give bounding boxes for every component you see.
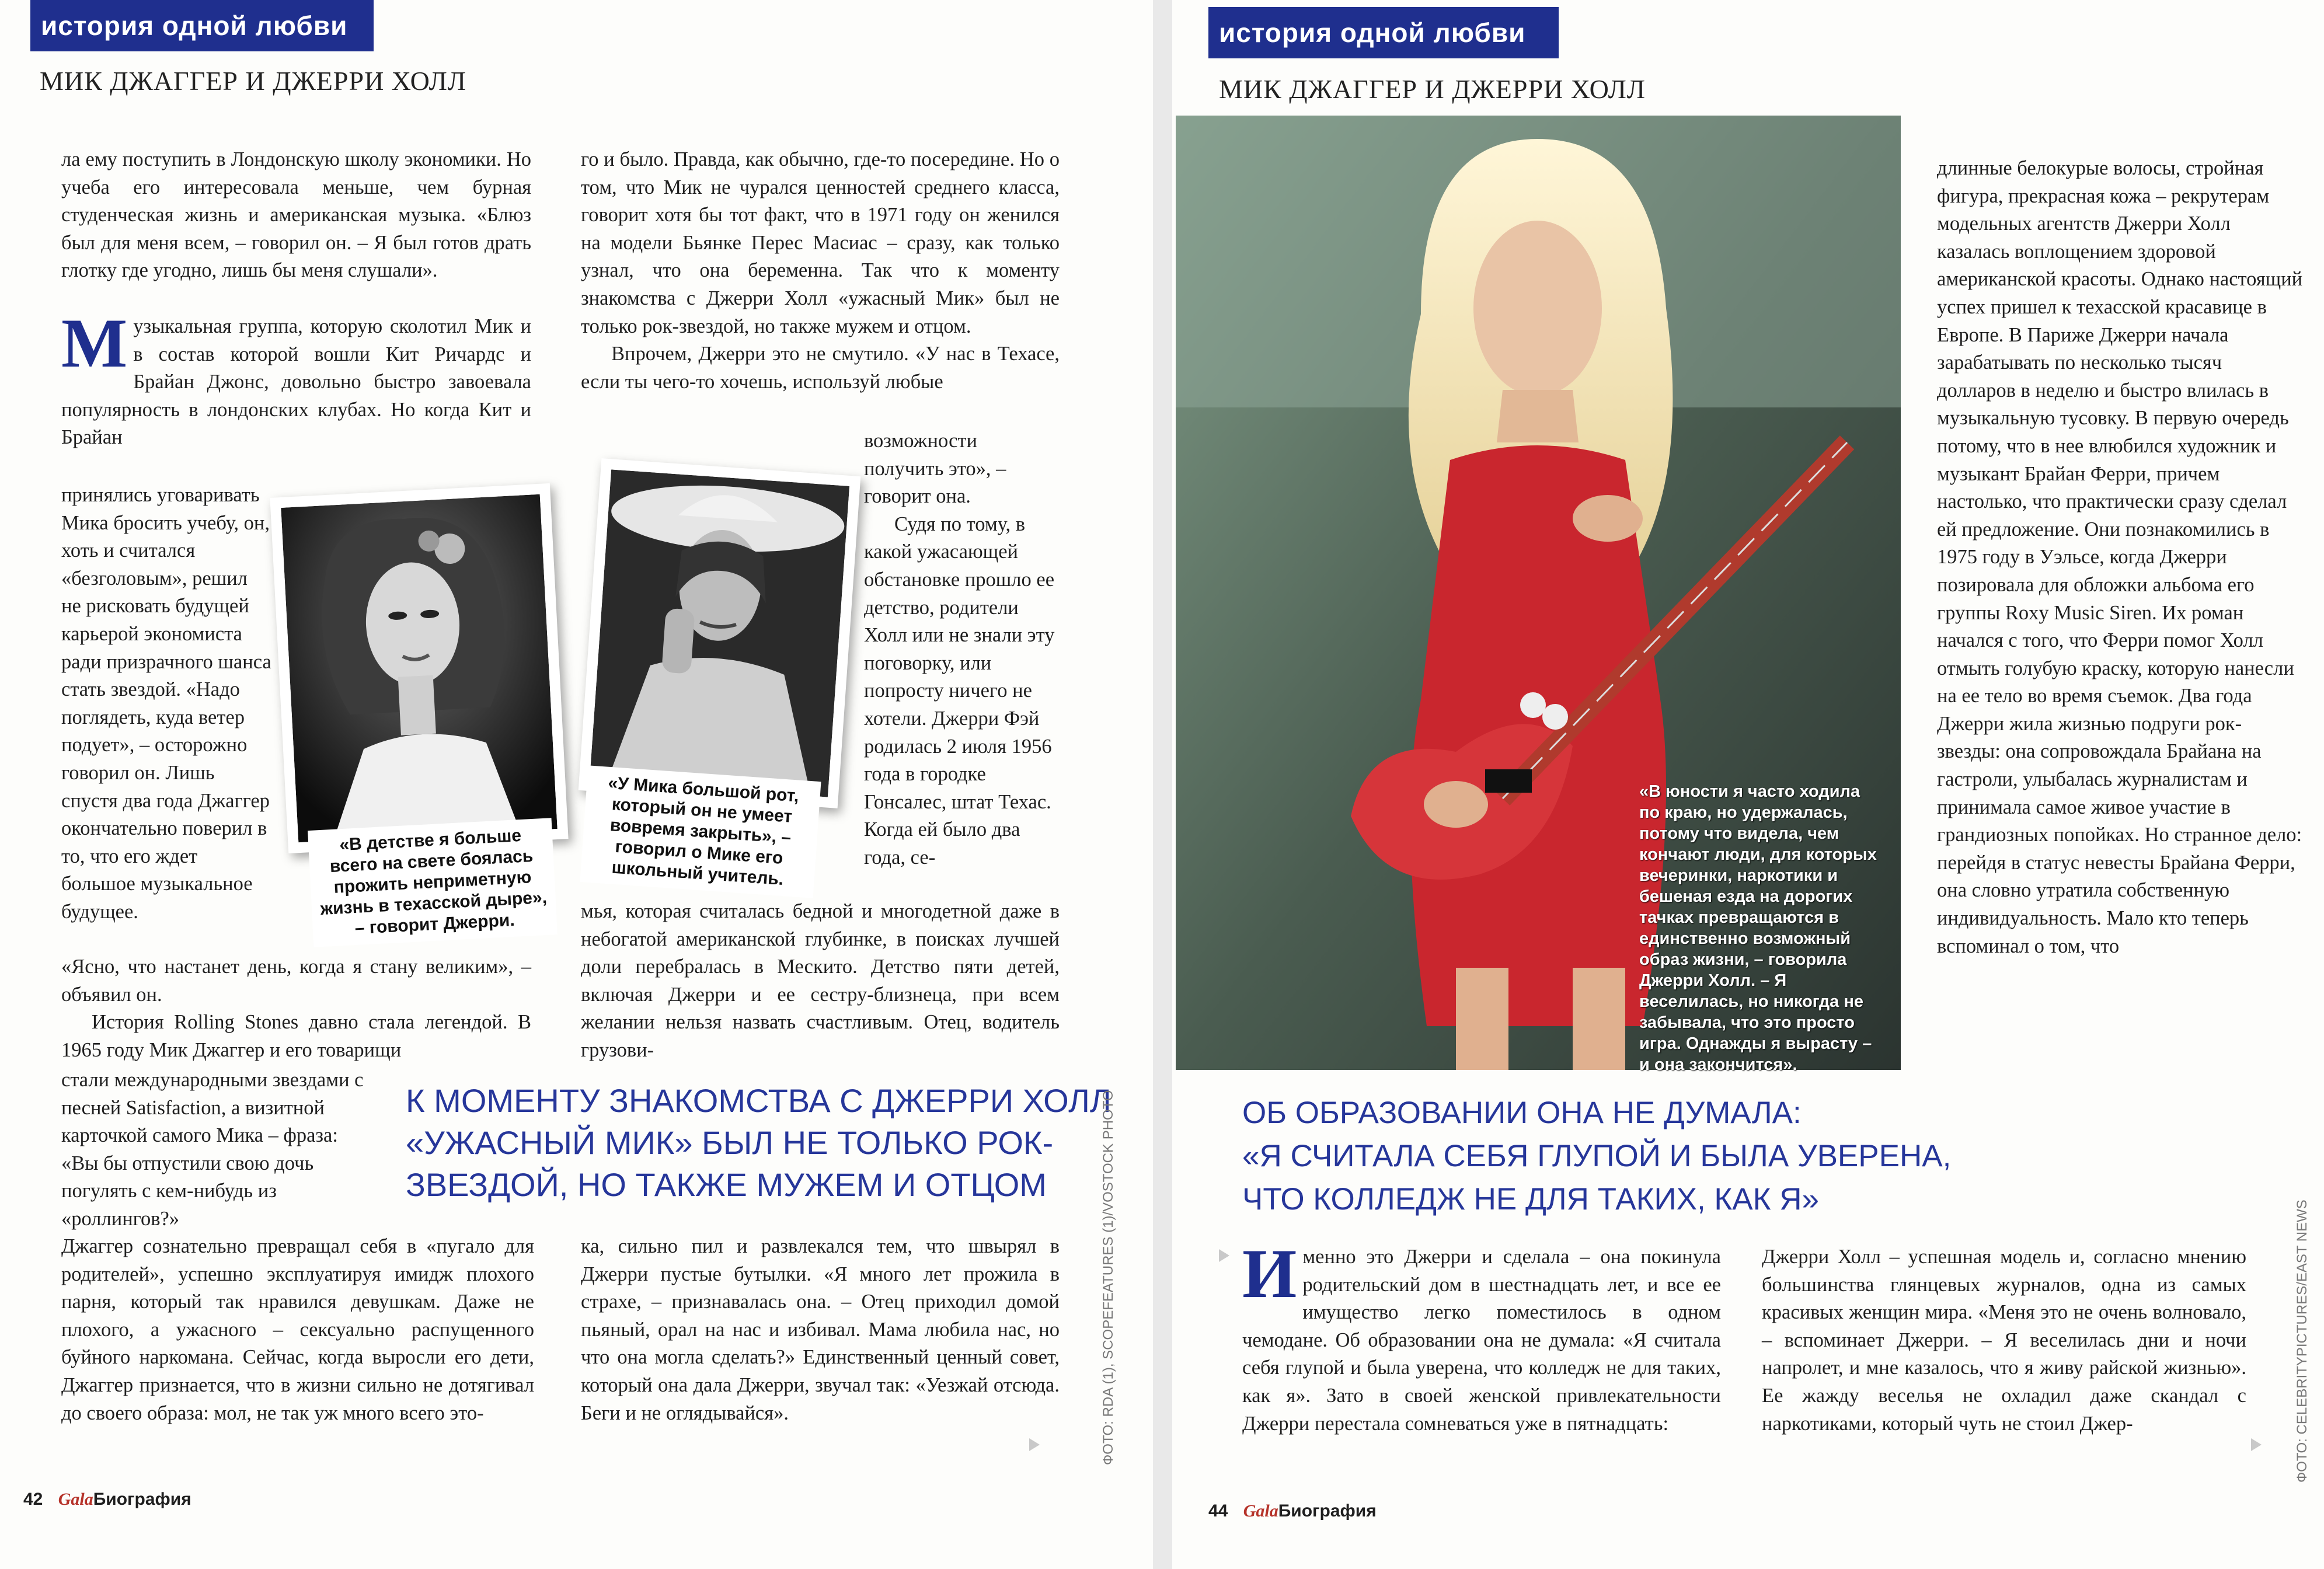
magazine-section: Биография [93,1490,191,1509]
paragraph: стали международными звездами с песней Satisfaction, а визитной карточкой самого Мика – фраза: «Вы бы отпустили свою дочь погулять с кем-нибудь из «роллингов?» [61,1069,364,1230]
text-column-1-wrap [61,482,271,926]
left-page [0,0,1153,1569]
drop-cap: И [1242,1235,1297,1312]
pull-quote-line: «УЖАСНЫЙ МИК» БЫЛ НЕ ТОЛЬКО РОК- [406,1124,1054,1161]
paragraph: Впрочем, Джерри это не смутило. «У нас в Техасе, если ты чего-то хочешь, используй любые [581,343,1060,393]
photo-caption-jerry: «В детстве я больше всего на свете боялась прожить неприметную жизнь в техасской дыре», – говорит Джерри. [308,818,558,947]
drop-cap: М [61,304,128,382]
jerry-hall-photo [270,483,568,853]
paragraph-text: узыкальная группа, которую сколотил Мик и в состав которой вошли Кит Ричардс и Брайан Джонс, довольно быстро завоевала популярность в лондонских клубах. Но когда Кит и Брайан [61,315,531,449]
text-column-1-end [61,1233,534,1427]
article-kicker: МИК ДЖАГГЕР И ДЖЕРРИ ХОЛЛ [1219,74,1646,104]
page-number: 42 [23,1490,43,1509]
pull-quote-line: «Я СЧИТАЛА СЕБЯ ГЛУПОЙ И БЫЛА УВЕРЕНА, [1242,1139,1952,1173]
text-column-bottom-right [1762,1243,2246,1438]
paragraph: Джерри Холл – успешная модель и, согласно мнению большинства глянцевых журналов, одна из самых красивых женщин мира. «Меня это не очень волновало, – вспоминает Джерри. – Я веселилась дни и ночи напролет, и мне казалось, что я живу райской жизнью». Ее жажду веселья не охладил даже скандал с наркотиками, который чуть не стоил Джер- [1762,1246,2246,1435]
pull-quote-line: ЗВЕЗДОЙ, НО ТАКЖЕ МУЖЕМ И ОТЦОМ [406,1166,1047,1203]
paragraph: «Ясно, что настанет день, когда я стану великим», – объявил он. [61,956,531,1006]
paragraph [61,304,531,452]
magazine-section: Биография [1278,1501,1377,1521]
text-column-2-cont [581,898,1060,1065]
text-column-right [1937,155,2305,960]
text-column-bottom-left [1242,1235,1721,1438]
text-column-1-cont [61,953,531,1064]
right-page [1172,0,2324,1569]
paragraph: ка, сильно пил и развлекался тем, что швырял в Джерри пустые бутылки. «Я много лет прожила в страхе, – признавалась она. – Отец приходил домой пьяный, орал на нас и избивал. Мама любила нас, но что она могла сделать?» Единственный ценный совет, который она дала Джерри, звучал так: «Уезжай отсюда. Беги и не оглядывайся». [581,1235,1060,1424]
photo-credit: ФОТО: CELEBRITYPICTURES/EAST NEWS [2294,1200,2310,1483]
photo-caption-overlay: «В юности я часто ходила по краю, но удержалась, потому что видела, чем кончают люди, для которых вечеринки, наркотики и бешеная езда на дорогих тачках превращаются в единственно возможный образ жизни, – говорила Джерри Холл. – Я веселилась, но никогда не забывала, что это просто игра. Однажды я вырасту – и она закончится». [1639,782,1877,1074]
start-arrow-icon [1219,1249,1229,1262]
paragraph: Судя по тому, в какой ужасающей обстановке прошло ее детство, родители Холл или не знали эту поговорку, или попросту ничего не хотели. Джерри Фэй родилась 2 июля 1956 года в городке Гонсалес, штат Техас. Когда ей было два года, се- [864,512,1055,869]
photo-caption-mick: «У Мика большой рот, который он не умеет вовремя закрыть», – говорил о Мике его школьный учитель. [580,765,821,898]
pull-quote [406,1080,1112,1206]
paragraph-text: менно это Джерри и сделала – она покинула родительский дом в шестнадцать лет, и все ее имущество легко поместилось в одном чемодане. Об образовании она не думала: «Я считала себя глупой и была уверена, что колледж не для таких, как я». Зато в своей женской привлекательности Джерри перестала сомневаться уже в пятнадцать: [1242,1246,1721,1435]
folio [1208,1501,1377,1521]
paragraph: ла ему поступить в Лондонскую школу экономики. Но учеба его интересовала меньше, чем бурная студенческая жизнь и американская музыка. «Блюз был для меня всем, – говорил он. – Я был готов драть глотку где угодно, лишь бы меня слушали». [61,148,531,282]
paragraph: длинные белокурые волосы, стройная фигура, прекрасная кожа – рекрутерам модельных агентств Джерри Холл казалась воплощением здоровой американской красоты. Однако настоящий успех пришел к техасской красавице в Европе. В Париже Джерри начала зарабатывать по несколько тысяч долларов в неделю и быстро влилась в музыкальную тусовку. В первую очередь потому, что в нее влюбился художник и музыкант Брайан Ферри, причем настолько, что практически сразу сделал ей предложение. Они познакомились в 1975 году в Уэльсе, когда Джерри позировала для обложки альбома его группы Roxy Music Siren. Их роман начался с того, что Ферри помог Холл отмыть голубую краску, которую нанесли на ее тело во время съемок. Два года Джерри жила жизнью подруги рок-звезды: она сопровождала Брайана на гастроли, улыбалась журналистам и принимала самое живое участие в грандиозных попойках. Но странное дело: перейдя в статус невесты Брайана Ферри, она словно утратила собственную индивидуальность. Мало кто теперь вспоминал о том, что [1937,157,2303,957]
paragraph: Джаггер сознательно превращал себя в «пугало для родителей», успешно эксплуатируя имидж плохого парня, который так нравился девушкам. Даже не плохого, а ужасного – сексуально распущенного буйного наркомана. Сейчас, когда выросли его дети, Джаггер признается, что в жизни сильно не дотягивал до своего образа: мол, не так уж много всего это- [61,1235,534,1424]
text-column-2-end [581,1233,1060,1427]
pull-quote-line: ОБ ОБРАЗОВАНИИ ОНА НЕ ДУМАЛА: [1242,1096,1802,1130]
page-number: 44 [1208,1501,1228,1521]
paragraph: История Rolling Stones давно стала легендой. В 1965 году Мик Джаггер и его товарищи [61,1011,531,1061]
portrait-image [281,494,557,842]
article-kicker: МИК ДЖАГГЕР И ДЖЕРРИ ХОЛЛ [40,66,466,96]
paragraph: принялись уговаривать Мика бросить учебу, он, хоть и считался «безголовым», решил не рисковать будущей карьерой экономиста ради призрачного шанса стать звездой. «Надо поглядеть, куда ветер подует», – осторожно говорил он. Лишь спустя два года Джаггер окончательно поверил в то, что его ждет большое музыкальное будущее. [61,484,271,923]
folio [23,1490,191,1509]
text-column-2 [581,146,1060,396]
magazine-logo: Gala [58,1490,93,1509]
continue-arrow-icon [2251,1438,2262,1451]
magazine-logo: Gala [1243,1501,1278,1521]
paragraph: возможности получить это», – говорит она. [864,430,1006,508]
text-column-2-wrap [864,427,1060,872]
paragraph: го и было. Правда, как обычно, где-то посередине. Но о том, что Мик не чурался ценностей среднего класса, говорит хотя бы тот факт, что в 1971 году он женился на модели Бьянке Перес Масиас – сразу, как только узнал, что она беременна. Так что к моменту знакомства с Джерри Холл «ужасный Мик» был не только рок-звездой, но также мужем и отцом. [581,148,1060,337]
paragraph: мья, которая считалась бедной и многодетной даже в небогатой американской глубинке, в поисках лучшей доли перебралась в Мескито. Детство пяти детей, включая Джерри и ее сестру-близнеца, при всем желании нельзя назвать счастливым. Отец, водитель грузови- [581,900,1060,1061]
pull-quote-line: К МОМЕНТУ ЗНАКОМСТВА С ДЖЕРРИ ХОЛЛ [406,1082,1112,1119]
pull-quote [1242,1092,1951,1221]
portrait-image [590,469,849,797]
photo-credit: ФОТО: RDA (1), SCOPEFEATURES (1)/VOSTOCK PHOTO [1100,1090,1116,1465]
text-column-1 [61,146,531,452]
section-tag: история одной любви [30,0,374,51]
mick-jagger-photo [579,458,861,808]
text-column-1-wrap2 [61,1066,377,1233]
pull-quote-line: ЧТО КОЛЛЕДЖ НЕ ДЛЯ ТАКИХ, КАК Я» [1242,1182,1819,1216]
section-tag: история одной любви [1208,7,1559,58]
paragraph [1242,1235,1721,1438]
continue-arrow-icon [1029,1438,1040,1451]
